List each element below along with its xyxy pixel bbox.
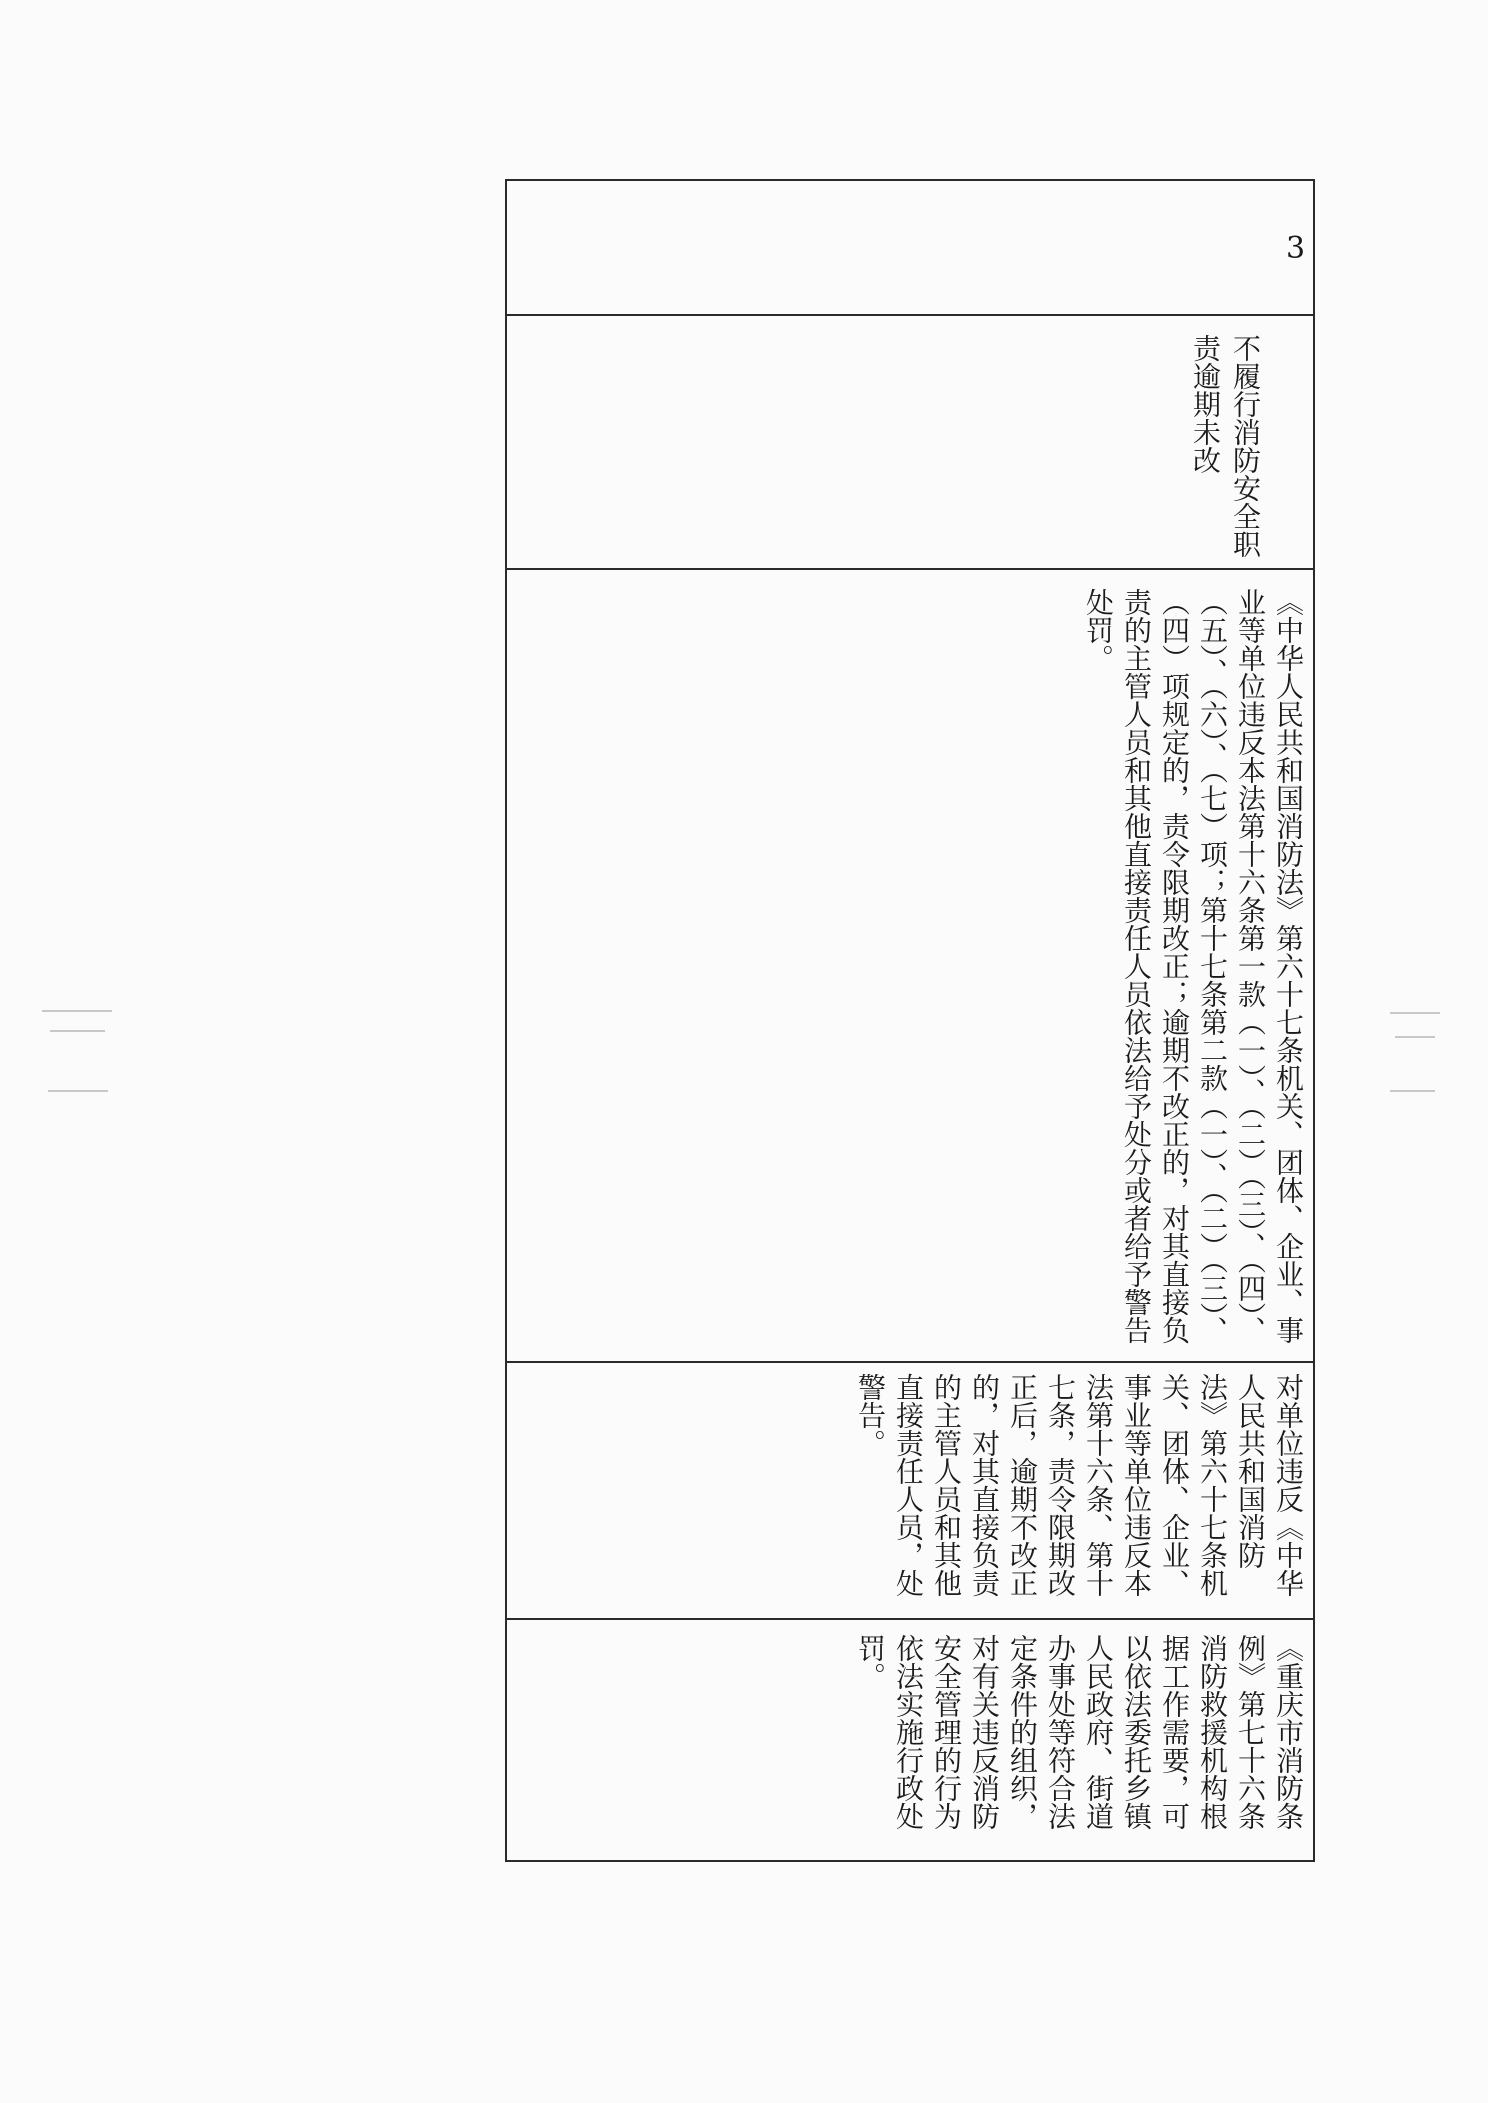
penalty-standard-cell (507, 1361, 1313, 1618)
scan-mark (50, 1030, 105, 1032)
legal-basis-cell (507, 568, 1313, 1361)
delegation-basis-text: 《重庆市消防条例》第七十六条 消防救援机构根据工作需要，可以依法委托乡镇人民政府、街道办事处等符合法定条件的组织，对有关违反消防安全管理的行为依法实施行政处罚。 (854, 1634, 1305, 1830)
scan-mark (48, 1090, 108, 1092)
scan-mark (1395, 1036, 1435, 1038)
scan-mark (1390, 1090, 1435, 1092)
item-name: 不履行消防安全职责逾期未改 (1189, 334, 1262, 558)
scan-mark (42, 1010, 112, 1012)
delegation-basis-cell (507, 1618, 1313, 1864)
scan-mark (1390, 1012, 1440, 1014)
penalty-table (505, 179, 1315, 1862)
legal-basis-text: 《中华人民共和国消防法》第六十七条机关、团体、企业、事业等单位违反本法第十六条第一款（一）、（二）（三）、（四）、（五）、（六）、（七）项；第十七条第二款（一）、（二）（三）、（四）项规定的，责令限期改正；逾期不改正的，对其直接负责的主管人员和其他直接责任人员依法给予处分或者给予警告处罚。 (1082, 588, 1305, 1344)
item-name-cell (507, 314, 1313, 568)
penalty-standard-text: 对单位违反《中华人民共和国消防法》第六十七条机关、团体、企业、事业等单位违反本法第十六条、第十七条，责令限期改正后，逾期不改正的，对其直接负责的主管人员和其他直接责任人员，处警告。 (854, 1373, 1305, 1597)
row-number-cell (507, 181, 1313, 314)
row-number: 3 (1278, 231, 1313, 266)
